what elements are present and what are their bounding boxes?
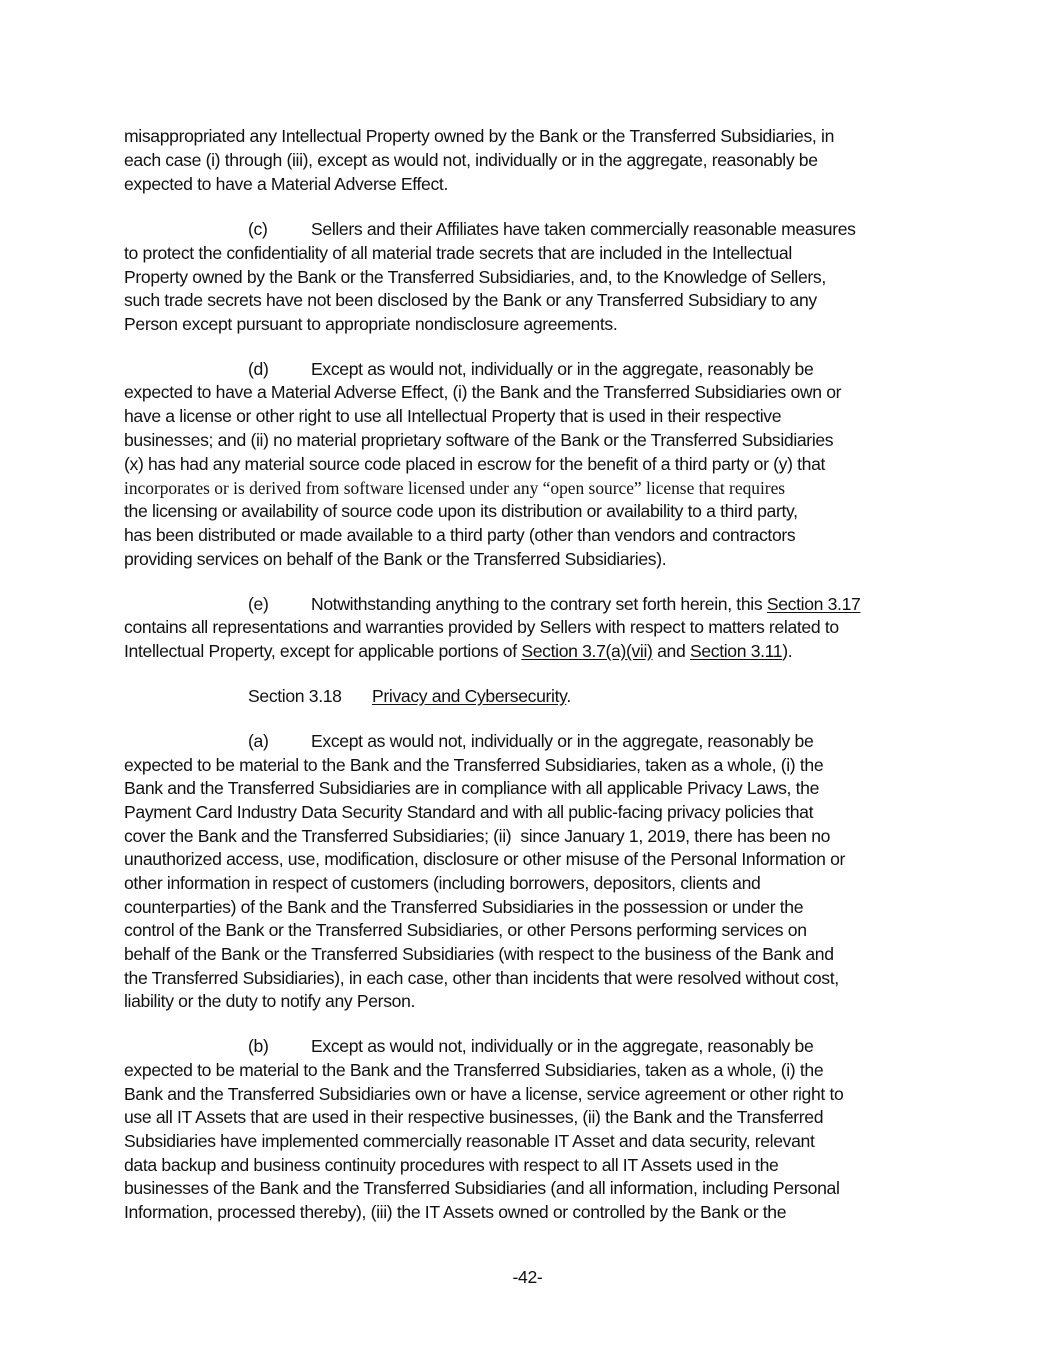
paragraph-first-line: (e) Notwithstanding anything to the contrary set forth herein, this Section 3.17 [248,594,861,614]
section-reference: Section 3.7(a)(vii) [521,641,653,661]
text-line: control of the Bank or the Transferred Subsidiaries, or other Persons performing services on [124,920,807,940]
text-line: Bank and the Transferred Subsidiaries own or have a license, service agreement or other right to [124,1084,844,1104]
section-number: Section 3.18 [248,686,342,706]
text-line: other information in respect of customers (including borrowers, depositors, clients and [124,873,761,893]
paragraph-first-line: (b) Except as would not, individually or in the aggregate, reasonably be [248,1036,814,1056]
text-line: misappropriated any Intellectual Property owned by the Bank or the Transferred Subsidiaries, in [124,126,835,146]
text-line: use all IT Assets that are used in their respective businesses, (ii) the Bank and the Transferred [124,1107,824,1127]
text-line: the Transferred Subsidiaries), in each case, other than incidents that were resolved without cost, [124,968,839,988]
text-line: expected to have a Material Adverse Effect, (i) the Bank and the Transferred Subsidiaries own or [124,382,842,402]
text-line: businesses of the Bank and the Transferred Subsidiaries (and all information, including Personal [124,1178,840,1198]
text-line: each case (i) through (iii), except as would not, individually or in the aggregate, reasonably be [124,150,818,170]
text-line: the licensing or availability of source code upon its distribution or availability to a third party, [124,501,798,521]
text-line: Property owned by the Bank or the Transferred Subsidiaries, and, to the Knowledge of Sellers, [124,267,826,287]
paragraph-marker: (a) [248,731,269,751]
text-line: has been distributed or made available to a third party (other than vendors and contractors [124,525,796,545]
text-line: data backup and business continuity procedures with respect to all IT Assets used in the [124,1155,779,1175]
text-line: unauthorized access, use, modification, disclosure or other misuse of the Personal Information or [124,849,846,869]
section-title: Privacy and Cybersecurity [372,686,567,706]
text-line: Subsidiaries have implemented commercially reasonable IT Asset and data security, relevant [124,1131,815,1151]
paragraph-first-line: (c) Sellers and their Affiliates have taken commercially reasonable measures [248,219,856,239]
text-line: incorporates or is derived from software licensed under any “open source” license that requires [124,478,786,498]
text-line: expected to be material to the Bank and the Transferred Subsidiaries, taken as a whole, (i) the [124,1060,824,1080]
paragraph-marker: (e) [248,594,269,614]
text-line: expected to have a Material Adverse Effect. [124,174,448,194]
text-line: businesses; and (ii) no material proprietary software of the Bank or the Transferred Subsidiaries [124,430,834,450]
text-line: behalf of the Bank or the Transferred Subsidiaries (with respect to the business of the Bank and [124,944,834,964]
text-line: such trade secrets have not been disclosed by the Bank or any Transferred Subsidiary to any [124,290,817,310]
section-heading: Section 3.18 Privacy and Cybersecurity. [248,686,571,706]
text-line: Payment Card Industry Data Security Standard and with all public-facing privacy policies that [124,802,814,822]
paragraph-marker: (d) [248,359,269,379]
page-number: -42- [512,1267,543,1287]
section-reference: Section 3.17 [766,594,861,614]
text-line: (x) has had any material source code placed in escrow for the benefit of a third party or (y) that [124,454,826,474]
text-line: providing services on behalf of the Bank or the Transferred Subsidiaries). [124,549,667,569]
paragraph-marker: (b) [248,1036,269,1056]
text-line: Bank and the Transferred Subsidiaries are in compliance with all applicable Privacy Laws, the [124,778,820,798]
text-line: counterparties) of the Bank and the Transferred Subsidiaries in the possession or under the [124,897,804,917]
text-line: contains all representations and warranties provided by Sellers with respect to matters related to [124,617,839,637]
paragraph-marker: (c) [248,219,268,239]
text-line: have a license or other right to use all Intellectual Property that is used in their respective [124,406,782,426]
text-line: expected to be material to the Bank and the Transferred Subsidiaries, taken as a whole, (i) the [124,755,824,775]
text-line: Intellectual Property, except for applicable portions of Section 3.7(a)(vii) and Section 3.11). [124,641,793,661]
section-reference: Section 3.11 [689,641,783,661]
text-line: Person except pursuant to appropriate nondisclosure agreements. [124,314,618,334]
text-line: liability or the duty to notify any Person. [124,991,416,1011]
text-line: to protect the confidentiality of all material trade secrets that are included in the Intellectual [124,243,792,263]
paragraph-first-line: (d) Except as would not, individually or in the aggregate, reasonably be [248,359,814,379]
text-line: Information, processed thereby), (iii) the IT Assets owned or controlled by the Bank or the [124,1202,787,1222]
text-line: cover the Bank and the Transferred Subsidiaries; (ii) since January 1, 2019, there has been no [124,826,831,846]
paragraph-first-line: (a) Except as would not, individually or in the aggregate, reasonably be [248,731,814,751]
